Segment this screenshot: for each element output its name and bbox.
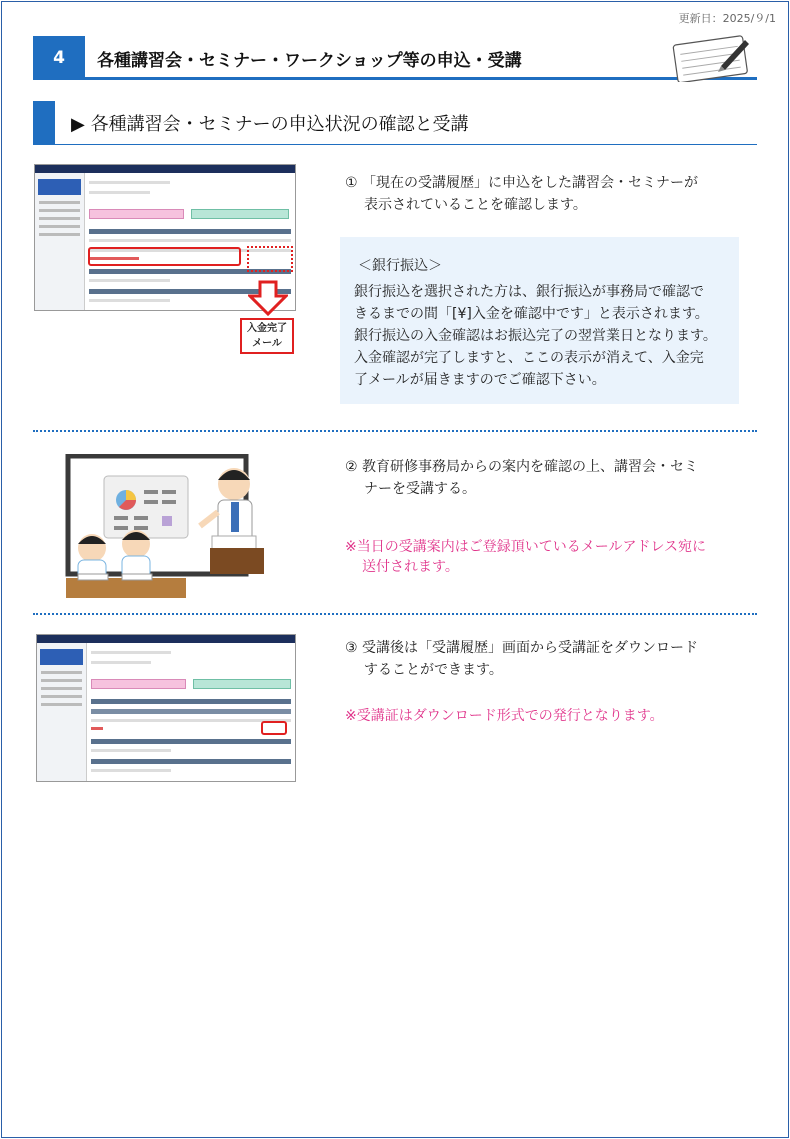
divider [33,613,757,615]
screenshot-certificate-download [36,634,296,782]
divider [33,430,757,432]
step2-line1: ② 教育研修事務局からの案内を確認の上、講習会・セミ [345,459,698,475]
step1-line2: 表示されていることを確認します。 [364,197,587,213]
step3-line2: することができます。 [364,662,503,678]
subheading-title: ▶ 各種講習会・セミナーの申込状況の確認と受講 [71,114,469,135]
bank-line-4: 入金確認が完了しますと、ここの表示が消えて、入金完 [354,350,704,366]
step2-note2: 送付されます。 [362,559,459,575]
section-header [33,36,757,80]
step3-note: ※受講証はダウンロード形式での発行となります。 [345,708,664,724]
section-title: 各種講習会・セミナー・ワークショップ等の申込・受講 [97,51,522,71]
bank-line-1: 銀行振込を選択された方は、銀行振込が事務局で確認で [354,284,704,300]
bank-line-2: きるまでの間「[¥]入金を確認中です」と表示されます。 [354,306,709,322]
section-number: 4 [33,36,85,80]
updated-date: 更新日：2025/９/1 [678,12,776,25]
step3-line1: ③ 受講後は「受講履歴」画面から受講証をダウンロード [345,640,698,656]
highlight-frame [88,247,241,266]
certificate-download-highlight [261,721,287,735]
step2-line2: ナーを受講する。 [364,481,476,497]
bank-transfer-box [340,237,739,404]
subheading-bar [33,101,55,145]
step1-line1: ① 「現在の受講履歴」に申込をした講習会・セミナーが [345,175,698,191]
subheading [33,101,757,145]
notebook-pen-icon [669,32,755,82]
lecture-illustration [64,454,276,600]
bank-transfer-title: ＜銀行振込＞ [358,258,442,274]
down-arrow-icon [248,280,288,316]
bank-line-3: 銀行振込の入金確認はお振込完了の翌営業日となります。 [354,328,717,344]
step2-note1: ※当日の受講案内はご登録頂いているメールアドレス宛に [345,539,707,555]
bank-line-5: 了メールが届きますのでご確認下さい。 [354,372,606,388]
payment-status-frame [247,246,293,272]
payment-complete-mail-callout: 入金完了 メール [240,318,294,354]
